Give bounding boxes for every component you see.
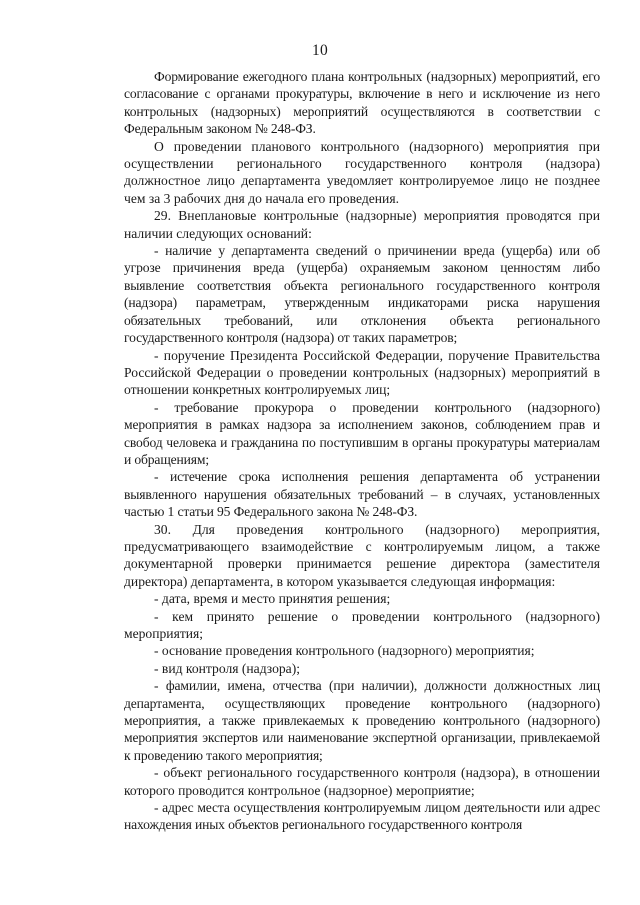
- paragraph-annual-plan: Формирование ежегодного плана контрольных (надзорных) мероприятий, его согласование с органами прокуратуры, включение в него и исключение из него контрольных (надзорных) мероприятий осуществляются в соответствии с Федеральным законом № 248-ФЗ.: [124, 69, 600, 137]
- list-item-decision-maker: - кем принято решение о проведении контрольного (надзорного) мероприятия;: [124, 608, 600, 641]
- list-item-control-type: - вид контроля (надзора);: [154, 660, 301, 676]
- paragraph-29-unplanned-grounds: 29. Внеплановые контрольные (надзорные) мероприятия проводятся при наличии следующих оснований:: [124, 208, 600, 241]
- list-item-president-order: - поручение Президента Российской Федерации, поручение Правительства Российской Федерации о проведении контрольных (надзорных) мероприятий в отношении конкретных контролируемых лиц;: [124, 347, 600, 398]
- list-item-deadline-expiry: - истечение срока исполнения решения департамента об устранении выявленного нарушения обязательных требований – в случаях, установленных частью 1 статьи 95 Федерального закона № 248-ФЗ.: [124, 469, 600, 520]
- list-item-basis: - основание проведения контрольного (надзорного) мероприятия;: [154, 643, 535, 659]
- list-item-activity-address: - адрес места осуществления контролируемым лицом деятельности или адрес нахождения иных объектов регионального государственного контроля: [124, 800, 600, 833]
- list-item-prosecutor-demand: - требование прокурора о проведении контрольного (надзорного) мероприятия в рамках надзора за исполнением законов, соблюдением прав и свобод человека и гражданина по поступившим в органы прокуратуры материалам и обращениям;: [124, 399, 600, 467]
- paragraph-planned-notice: О проведении планового контрольного (надзорного) мероприятия при осуществлении регионального государственного контроля (надзора) должностное лицо департамента уведомляет контролируемое лицо не позднее чем за 3 рабочих дня до начала его проведения.: [124, 138, 600, 206]
- document-body: [124, 68, 600, 834]
- list-item-date-time-place: - дата, время и место принятия решения;: [154, 591, 391, 607]
- list-item-control-object: - объект регионального государственного контроля (надзора), в отношении которого проводится контрольное (надзорное) мероприятие;: [124, 765, 600, 798]
- paragraph-30-decision: 30. Для проведения контрольного (надзорного) мероприятия, предусматривающего взаимодействие с контролируемым лицом, а также документарной проверки принимается решение директора (заместителя директора) департамента, в котором указывается следующая информация:: [124, 521, 600, 589]
- list-item-harm-information: - наличие у департамента сведений о причинении вреда (ущерба) или об угрозе причинения вреда (ущерба) охраняемым законом ценностям либо выявление соответствия объекта регионального государственного контроля (надзора) параметрам, утвержденным индикаторами риска нарушения обязательных требований, или отклонения объекта регионального государственного контроля (надзора) от таких параметров;: [124, 243, 600, 346]
- list-item-officials-experts: - фамилии, имена, отчества (при наличии), должности должностных лиц департамента, осуществляющих проведение контрольного (надзорного) мероприятия, а также привлекаемых к проведению контрольного (надзорного) мероприятия экспертов или наименование экспертной организации, привлекаемой к проведению такого мероприятия;: [124, 678, 600, 763]
- page-number: 10: [312, 42, 328, 59]
